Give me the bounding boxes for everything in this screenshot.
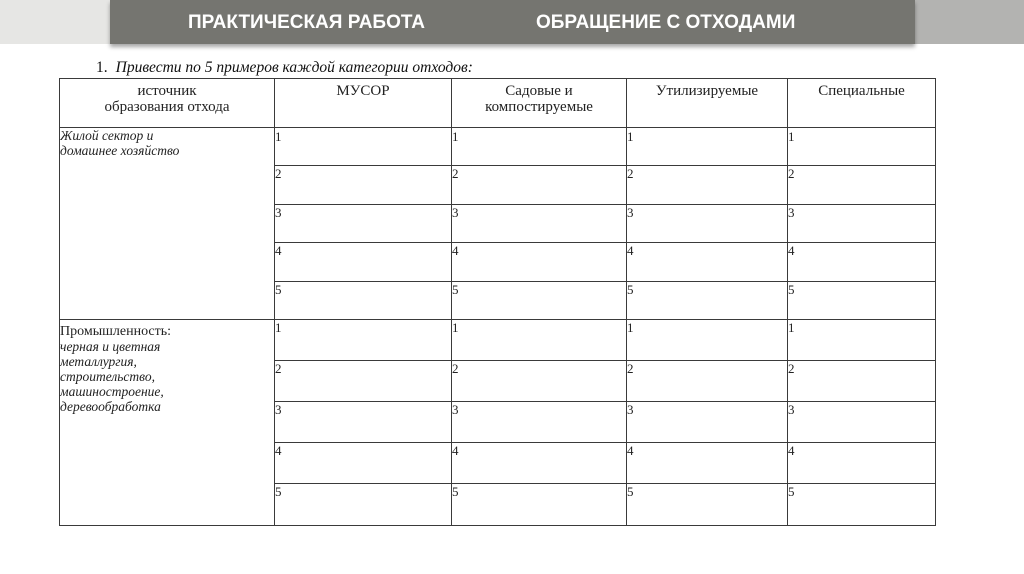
table-cell: 4 — [275, 243, 452, 282]
category-line: металлургия, — [60, 354, 137, 369]
table-cell: 2 — [452, 361, 627, 402]
header-garden — [452, 79, 627, 128]
table-cell: 4 — [788, 443, 936, 484]
table-cell: 5 — [452, 484, 627, 526]
table-cell: 5 — [452, 282, 627, 320]
task-number: 1. — [96, 59, 108, 76]
table-cell: 4 — [627, 243, 788, 282]
category-line: строительство, — [60, 369, 155, 384]
table-cell: 5 — [275, 484, 452, 526]
category-line: деревообработка — [60, 399, 161, 414]
table-cell: 3 — [452, 205, 627, 243]
header-source-line1: источник — [137, 83, 197, 99]
table-cell: 2 — [788, 361, 936, 402]
table-cell: 2 — [275, 166, 452, 205]
table-cell: 1 — [452, 320, 627, 361]
table-row — [60, 128, 936, 166]
table-cell: 3 — [275, 205, 452, 243]
table-cell: 3 — [788, 402, 936, 443]
table-cell: 3 — [627, 205, 788, 243]
category-line: Жилой сектор и — [60, 128, 154, 143]
table-cell: 2 — [627, 166, 788, 205]
header-garden-line1: Садовые и — [505, 83, 573, 99]
table-row — [60, 320, 936, 361]
table-cell: 3 — [627, 402, 788, 443]
task-instruction — [96, 59, 473, 77]
table-cell: 2 — [627, 361, 788, 402]
table-cell: 5 — [788, 282, 936, 320]
table-cell: 4 — [452, 443, 627, 484]
table-cell: 2 — [452, 166, 627, 205]
header-trash-label: МУСОР — [336, 83, 390, 99]
header-trash — [275, 79, 452, 128]
category-industry — [60, 320, 275, 526]
table-cell: 2 — [788, 166, 936, 205]
table-cell: 5 — [275, 282, 452, 320]
header-source-line2: образования отхода — [104, 99, 230, 115]
category-line: машиностроение, — [60, 384, 164, 399]
table-cell: 5 — [788, 484, 936, 526]
title-banner — [110, 0, 915, 44]
table-cell: 1 — [275, 320, 452, 361]
top-bar-right-strip — [915, 0, 1024, 44]
table-cell: 5 — [627, 484, 788, 526]
table-cell: 1 — [627, 128, 788, 166]
table-cell: 1 — [627, 320, 788, 361]
table-cell: 1 — [452, 128, 627, 166]
category-line: домашнее хозяйство — [60, 143, 180, 158]
header-source — [60, 79, 275, 128]
header-row — [60, 79, 936, 128]
waste-table — [59, 78, 936, 526]
category-household — [60, 128, 275, 320]
header-special-label: Специальные — [818, 83, 905, 99]
table-cell: 3 — [788, 205, 936, 243]
table-cell: 4 — [275, 443, 452, 484]
banner-left-title: ПРАКТИЧЕСКАЯ РАБОТА — [188, 12, 425, 33]
header-recyclable-label: Утилизируемые — [655, 83, 759, 99]
table-cell: 1 — [788, 320, 936, 361]
table-cell: 1 — [275, 128, 452, 166]
top-bar-left-strip — [0, 0, 110, 44]
table-cell: 4 — [627, 443, 788, 484]
table-cell: 4 — [452, 243, 627, 282]
table-cell: 1 — [788, 128, 936, 166]
banner-right-title: ОБРАЩЕНИЕ С ОТХОДАМИ — [536, 12, 796, 33]
header-special — [788, 79, 936, 128]
table-cell: 2 — [275, 361, 452, 402]
header-garden-line2: компостируемые — [485, 99, 593, 115]
table-cell: 3 — [275, 402, 452, 443]
header-recyclable — [627, 79, 788, 128]
table-cell: 5 — [627, 282, 788, 320]
table-cell: 3 — [452, 402, 627, 443]
category-line: черная и цветная — [60, 339, 161, 354]
category-lead: Промышленность: — [60, 324, 172, 339]
table-cell: 4 — [788, 243, 936, 282]
task-text: Привести по 5 примеров каждой категории отходов: — [115, 59, 473, 76]
